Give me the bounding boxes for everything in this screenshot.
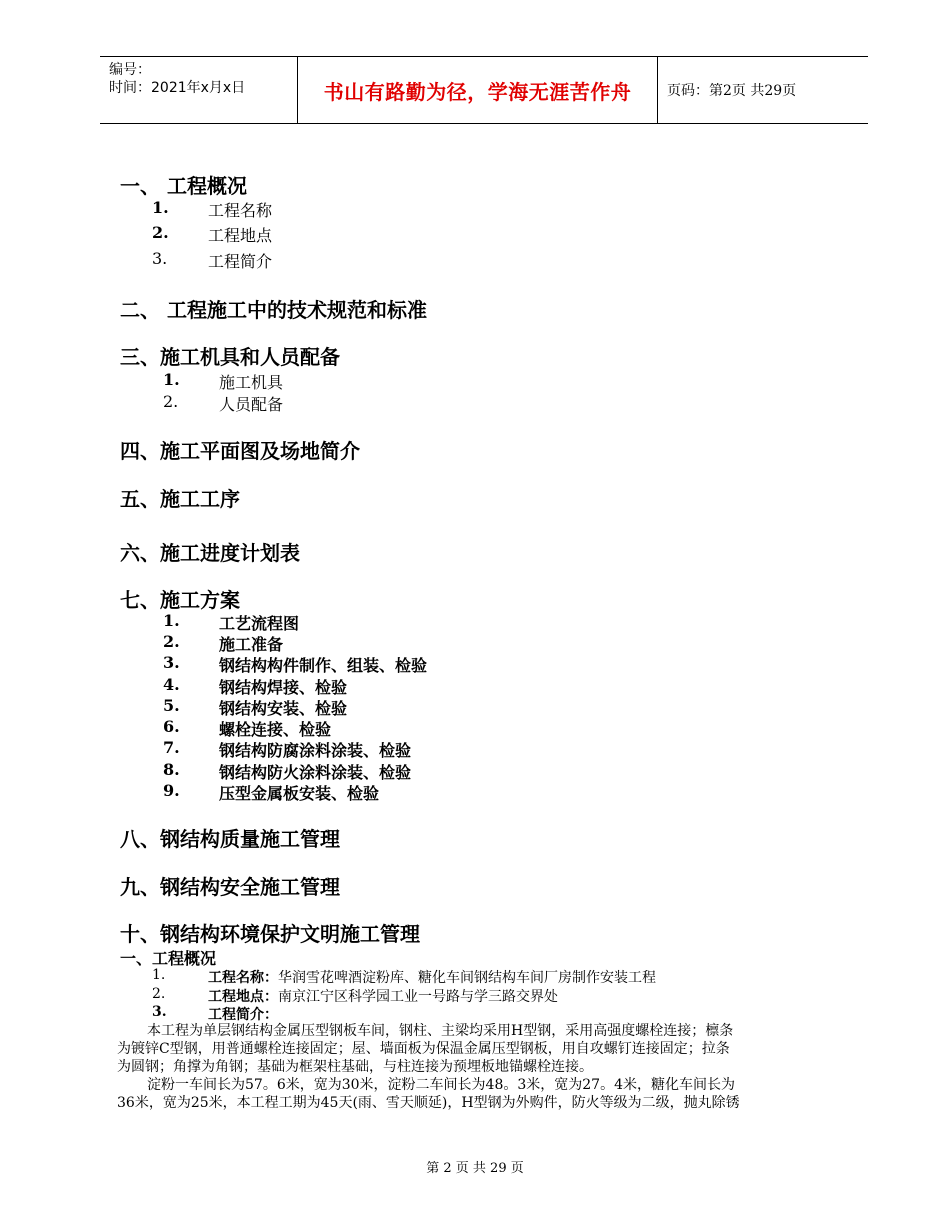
toc-heading-4: 四、施工平面图及场地简介 bbox=[120, 439, 360, 463]
toc-heading-7: 七、施工方案 bbox=[120, 588, 240, 612]
header-motto: 书山有路勤为径，学海无涯苦作舟 bbox=[323, 79, 632, 104]
toc-heading-8: 八、钢结构质量施工管理 bbox=[120, 827, 340, 851]
header-meta-cell bbox=[100, 57, 298, 123]
toc-heading-5: 五、施工工序 bbox=[120, 487, 240, 511]
toc-heading-10: 十、钢结构环境保护文明施工管理 bbox=[120, 922, 420, 946]
document-time-label: 时间：2021年x月x日 bbox=[109, 80, 246, 96]
section-title: 一、工程概况 bbox=[120, 949, 217, 968]
toc-heading-9: 九、钢结构安全施工管理 bbox=[120, 875, 340, 899]
paragraph-dimensions: 淀粉一车间长为57。6米，宽为30米，淀粉二车间长为48。3米，宽为27。4米，糖化车间长为 36米，宽为25米，本工程工期为45天(雨、雪天顺延)，H型钢为外购件，防火等级为二级，抛丸除锈 bbox=[117, 1077, 740, 1111]
header-motto-cell bbox=[298, 57, 658, 123]
toc-heading-2: 二、 工程施工中的技术规范和标准 bbox=[120, 298, 427, 322]
header-page-cell bbox=[658, 57, 868, 123]
toc-heading-3: 三、施工机具和人员配备 bbox=[120, 345, 340, 369]
page-header bbox=[100, 56, 868, 124]
paragraph-intro: 本工程为单层钢结构金属压型钢板车间，钢柱、主梁均采用H型钢，采用高强度螺栓连接；檩条 为镀锌C型钢，用普通螺栓连接固定；屋、墙面板为保温金属压型钢板，用自攻螺钉连接固定；拉条 为圆钢；角撑为角钢；基础为框架柱基础，与柱连接为预埋板地锚螺栓连接。 bbox=[117, 1023, 734, 1075]
page-footer: 第 2 页 共 29 页 bbox=[426, 1161, 524, 1176]
header-page-info: 页码：第2页 共29页 bbox=[667, 83, 797, 99]
toc-heading-1: 一、 工程概况 bbox=[120, 174, 247, 198]
toc-heading-6: 六、施工进度计划表 bbox=[120, 541, 300, 565]
document-number-label: 编号： bbox=[109, 62, 151, 78]
